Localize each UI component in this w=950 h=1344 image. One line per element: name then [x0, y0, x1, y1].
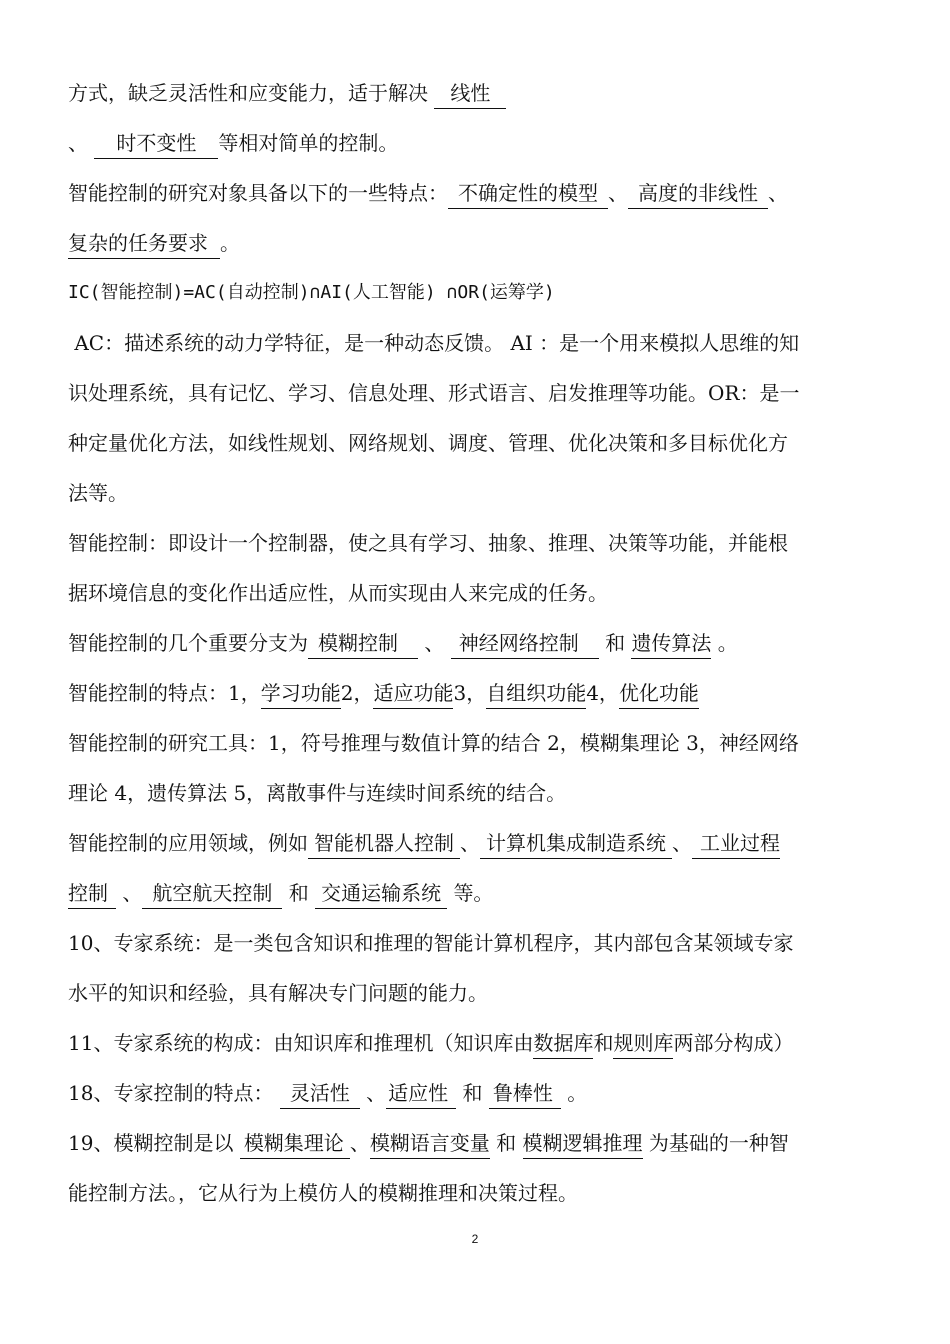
fill-blank-answer: 计算机集成制造系统: [480, 828, 672, 859]
fill-blank-answer: 数据库: [533, 1028, 593, 1059]
text-span: 。: [717, 631, 738, 655]
text-span: 、: [768, 181, 788, 205]
text-span: 10、专家系统：是一类包含知识和推理的智能计算机程序，其内部包含某领域专家: [68, 931, 794, 955]
fill-blank-answer: 复杂的任务要求: [68, 228, 220, 259]
text-span: IC(智能控制)=AC(自动控制)∩AI(人工智能) ∩OR(运筹学): [68, 282, 555, 303]
fill-blank-answer: 鲁棒性: [489, 1078, 561, 1109]
text-line-17: [68, 868, 890, 918]
text-span: 和: [462, 1081, 483, 1105]
text-line-23: [68, 1168, 890, 1218]
fill-blank-answer: 遗传算法: [631, 628, 711, 659]
text-span: 、: [672, 831, 692, 855]
text-span: 和: [288, 881, 309, 905]
text-line-15: [68, 768, 890, 818]
text-span: 11、专家系统的构成：由知识库和推理机（知识库由: [68, 1031, 534, 1055]
text-span: 、: [68, 131, 88, 155]
fill-blank-answer: 模糊集理论: [240, 1128, 350, 1159]
text-span: 法等。: [68, 481, 128, 505]
fill-blank-answer: 航空航天控制: [142, 878, 282, 909]
text-span: 两部分构成）: [673, 1031, 794, 1055]
fill-blank-answer: 学习功能: [261, 678, 341, 709]
text-span: 、: [366, 1081, 387, 1105]
fill-blank-answer: 控制: [68, 878, 116, 909]
fill-blank-answer: 交通运输系统: [315, 878, 447, 909]
text-line-19: [68, 968, 890, 1018]
text-line-14: [68, 718, 890, 768]
text-span: 方式，缺乏灵活性和应变能力，适于解决: [68, 81, 428, 105]
text-line-13: [68, 668, 890, 718]
text-span: 、: [122, 881, 143, 905]
text-line-6: [68, 318, 890, 368]
text-line-12: [68, 618, 890, 668]
text-line-4: [68, 218, 890, 268]
text-span: 。: [220, 231, 240, 255]
fill-blank-answer: 模糊控制: [308, 628, 418, 659]
fill-blank-answer: 优化功能: [619, 678, 699, 709]
fill-blank-answer: 神经网络控制: [451, 628, 599, 659]
text-line-5: [68, 268, 890, 318]
text-span: 18、专家控制的特点：: [68, 1081, 274, 1105]
text-line-1: [68, 68, 890, 118]
text-span: 智能控制的研究工具：1，符号推理与数值计算的结合 2，模糊集理论 3，神经网络: [68, 731, 799, 755]
text-span: 识处理系统，具有记忆、学习、信息处理、形式语言、启发推理等功能。OR：是一: [68, 381, 800, 405]
text-line-21: [68, 1068, 890, 1118]
fill-blank-answer: 规则库: [613, 1028, 673, 1059]
text-span: 理论 4，遗传算法 5，离散事件与连续时间系统的结合。: [68, 781, 567, 805]
fill-blank-answer: 高度的非线性: [628, 178, 768, 209]
text-line-10: [68, 518, 890, 568]
text-span: AC：描述系统的动力学特征，是一种动态反馈。 AI ：是一个用来模拟人思维的知: [74, 331, 800, 355]
text-span: 19、模糊控制是以: [68, 1131, 234, 1155]
text-span: 和: [605, 631, 626, 655]
text-span: 2，: [340, 681, 374, 705]
text-span: 水平的知识和经验，具有解决专门问题的能力。: [68, 981, 488, 1005]
text-span: 、: [460, 831, 480, 855]
text-span: 据环境信息的变化作出适应性，从而实现由人来完成的任务。: [68, 581, 608, 605]
page-number: 2: [471, 1232, 479, 1246]
fill-blank-answer: 智能机器人控制: [308, 828, 460, 859]
fill-blank-answer: 灵活性: [280, 1078, 360, 1109]
text-span: 智能控制的研究对象具备以下的一些特点：: [68, 181, 448, 205]
text-line-8: [68, 418, 890, 468]
text-line-16: [68, 818, 890, 868]
text-span: 和: [496, 1131, 517, 1155]
text-span: 4，: [586, 681, 619, 705]
text-span: 等相对简单的控制。: [218, 131, 399, 155]
text-span: 等。: [453, 881, 494, 905]
fill-blank-answer: 工业过程: [692, 828, 780, 859]
text-line-7: [68, 368, 890, 418]
text-span: 3，: [453, 681, 487, 705]
text-line-3: [68, 168, 890, 218]
text-span: 智能控制的应用领域，例如: [68, 831, 308, 855]
fill-blank-answer: 时不变性: [94, 128, 218, 159]
text-line-11: [68, 568, 890, 618]
text-span: 智能控制的几个重要分支为: [68, 631, 308, 655]
fill-blank-answer: 适应性: [386, 1078, 456, 1109]
text-span: 、: [349, 1131, 370, 1155]
text-line-18: [68, 918, 890, 968]
fill-blank-answer: 不确定性的模型: [448, 178, 608, 209]
text-span: 智能控制：即设计一个控制器，使之具有学习、抽象、推理、决策等功能，并能根: [68, 531, 788, 555]
fill-blank-answer: 模糊语言变量: [370, 1128, 490, 1159]
text-span: 、: [424, 631, 445, 655]
text-line-20: [68, 1018, 890, 1068]
text-span: 、: [608, 181, 628, 205]
text-span: 种定量优化方法，如线性规划、网络规划、调度、管理、优化决策和多目标优化方: [68, 431, 788, 455]
text-span: 智能控制的特点：1，: [68, 681, 261, 705]
text-span: 和: [593, 1031, 614, 1055]
text-line-22: [68, 1118, 890, 1168]
text-line-9: [68, 468, 890, 518]
text-line-2: [68, 118, 890, 168]
fill-blank-answer: 模糊逻辑推理: [523, 1128, 643, 1159]
fill-blank-answer: 适应功能: [373, 678, 453, 709]
text-span: 。: [567, 1081, 588, 1105]
text-span: 能控制方法。，它从行为上模仿人的模糊推理和决策过程。: [68, 1181, 578, 1205]
text-span: 为基础的一种智: [648, 1131, 789, 1155]
fill-blank-answer: 自组织功能: [486, 678, 586, 709]
fill-blank-answer: 线性: [434, 78, 506, 109]
